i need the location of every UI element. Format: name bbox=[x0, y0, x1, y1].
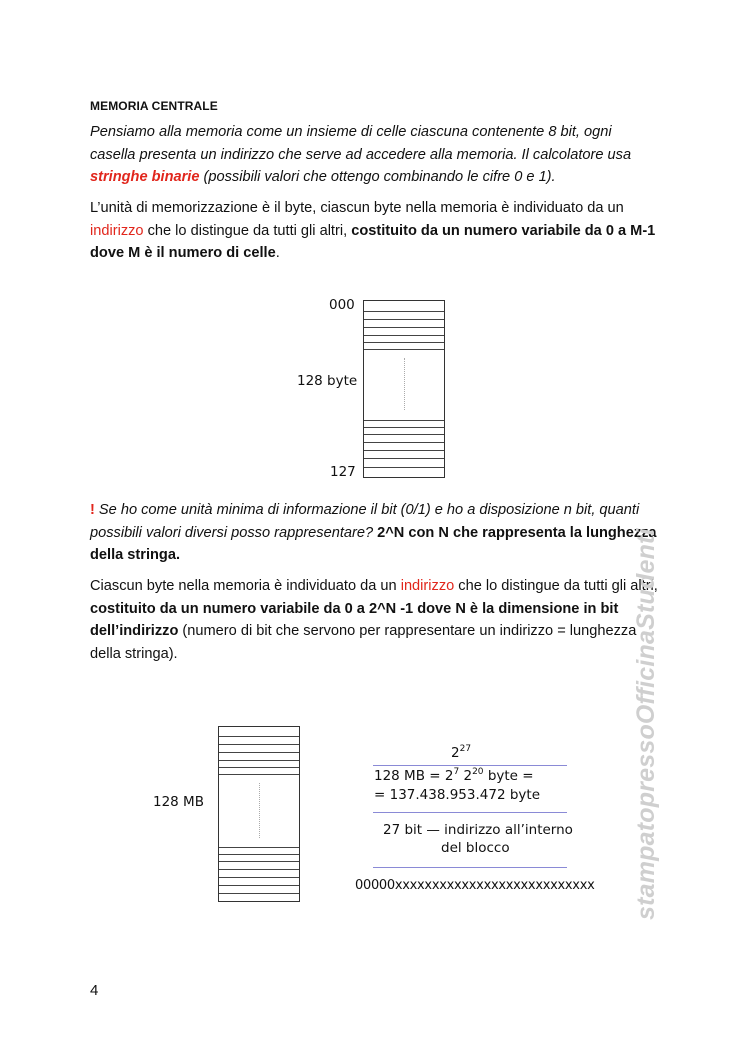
bits-description-line-1 bbox=[383, 822, 573, 838]
diagram2-left-label: 128 MB bbox=[153, 794, 204, 810]
para2-text-3: . bbox=[275, 245, 280, 261]
eq-part-c: byte = bbox=[483, 768, 534, 784]
bits-description-line-2: del blocco bbox=[441, 840, 510, 856]
para1-text-2: (possibili valori che ottengo combinando le cifre 0 e 1). bbox=[199, 169, 556, 185]
page-number: 4 bbox=[90, 982, 99, 999]
exclamation-mark: ! bbox=[90, 502, 95, 518]
para4-highlight: indirizzo bbox=[400, 578, 455, 594]
paragraph-address-range bbox=[90, 575, 660, 665]
para1-highlight: stringhe binarie bbox=[90, 169, 200, 185]
eq-exp-1: 7 bbox=[453, 767, 460, 777]
separator-line-1 bbox=[373, 765, 567, 766]
memory-block-128-mb bbox=[218, 726, 300, 902]
para2-bold: costituito da un numero variabile da 0 a M-1 dove M è il numero di celle bbox=[90, 222, 656, 261]
para1-text-1: Pensiamo alla memoria come un insieme di celle ciascuna contenente 8 bit, ogni casella presenta un indirizzo che serve ad accedere alla memoria. Il calcolatore usa bbox=[90, 124, 632, 163]
para3-bold: 2^N con N che rappresenta la lunghezza della stringa. bbox=[90, 524, 657, 563]
eq-exp-2: 20 bbox=[472, 767, 484, 777]
para4-text-2: che lo distingue da tutti gli altri, bbox=[454, 578, 658, 594]
memory-block-128-byte bbox=[363, 300, 445, 478]
diagram1-bottom-label: 127 bbox=[330, 464, 356, 480]
section-title: MEMORIA CENTRALE bbox=[90, 99, 218, 113]
power-2-27 bbox=[451, 744, 471, 761]
equation-line-2: = 137.438.953.472 byte bbox=[374, 787, 540, 803]
para2-text-2: che lo distingue da tutti gli altri, bbox=[143, 222, 352, 239]
address-bit-string: 00000xxxxxxxxxxxxxxxxxxxxxxxxxxx bbox=[355, 878, 595, 893]
diagram1-middle-label: 128 byte bbox=[297, 373, 358, 389]
para4-bold: costituito da un numero variabile da 0 a 2^N -1 dove N è la dimensione in bit dell’indirizzo bbox=[90, 600, 619, 639]
diagram1-top-label: 000 bbox=[329, 297, 355, 313]
power-base: 2 bbox=[451, 745, 460, 761]
para2-text-1: L’unità di memorizzazione è il byte, ciascun byte nella memoria è individuato da un bbox=[90, 200, 624, 216]
para4-text-3: (numero di bit che servono per rappresentare un indirizzo = lunghezza della stringa). bbox=[90, 623, 637, 662]
para4-text-1: Ciascun byte nella memoria è individuato da un bbox=[90, 578, 401, 594]
eq-part-a: 128 MB = 2 bbox=[374, 768, 454, 784]
para3-italic: Se ho come unità minima di informazione il bit (0/1) e ho a disposizione n bit, quanti possibili valori diversi posso rappresentare? bbox=[90, 502, 640, 541]
eq-part-b: 2 bbox=[459, 768, 473, 784]
watermark-text: stampatopressoOfficinaStudenti bbox=[632, 528, 660, 920]
paragraph-memory-intro bbox=[90, 121, 660, 189]
equation-line-1 bbox=[374, 767, 534, 784]
para2-highlight: indirizzo bbox=[90, 222, 144, 239]
separator-line-2 bbox=[373, 812, 567, 813]
paragraph-bit-values bbox=[90, 499, 660, 567]
power-exponent: 27 bbox=[459, 744, 472, 754]
bits-meaning: indirizzo all’interno bbox=[439, 822, 573, 838]
bits-count: 27 bit bbox=[383, 822, 427, 838]
paragraph-byte-unit bbox=[90, 197, 660, 265]
arrow-dash: — bbox=[426, 822, 440, 838]
separator-line-3 bbox=[373, 867, 567, 868]
